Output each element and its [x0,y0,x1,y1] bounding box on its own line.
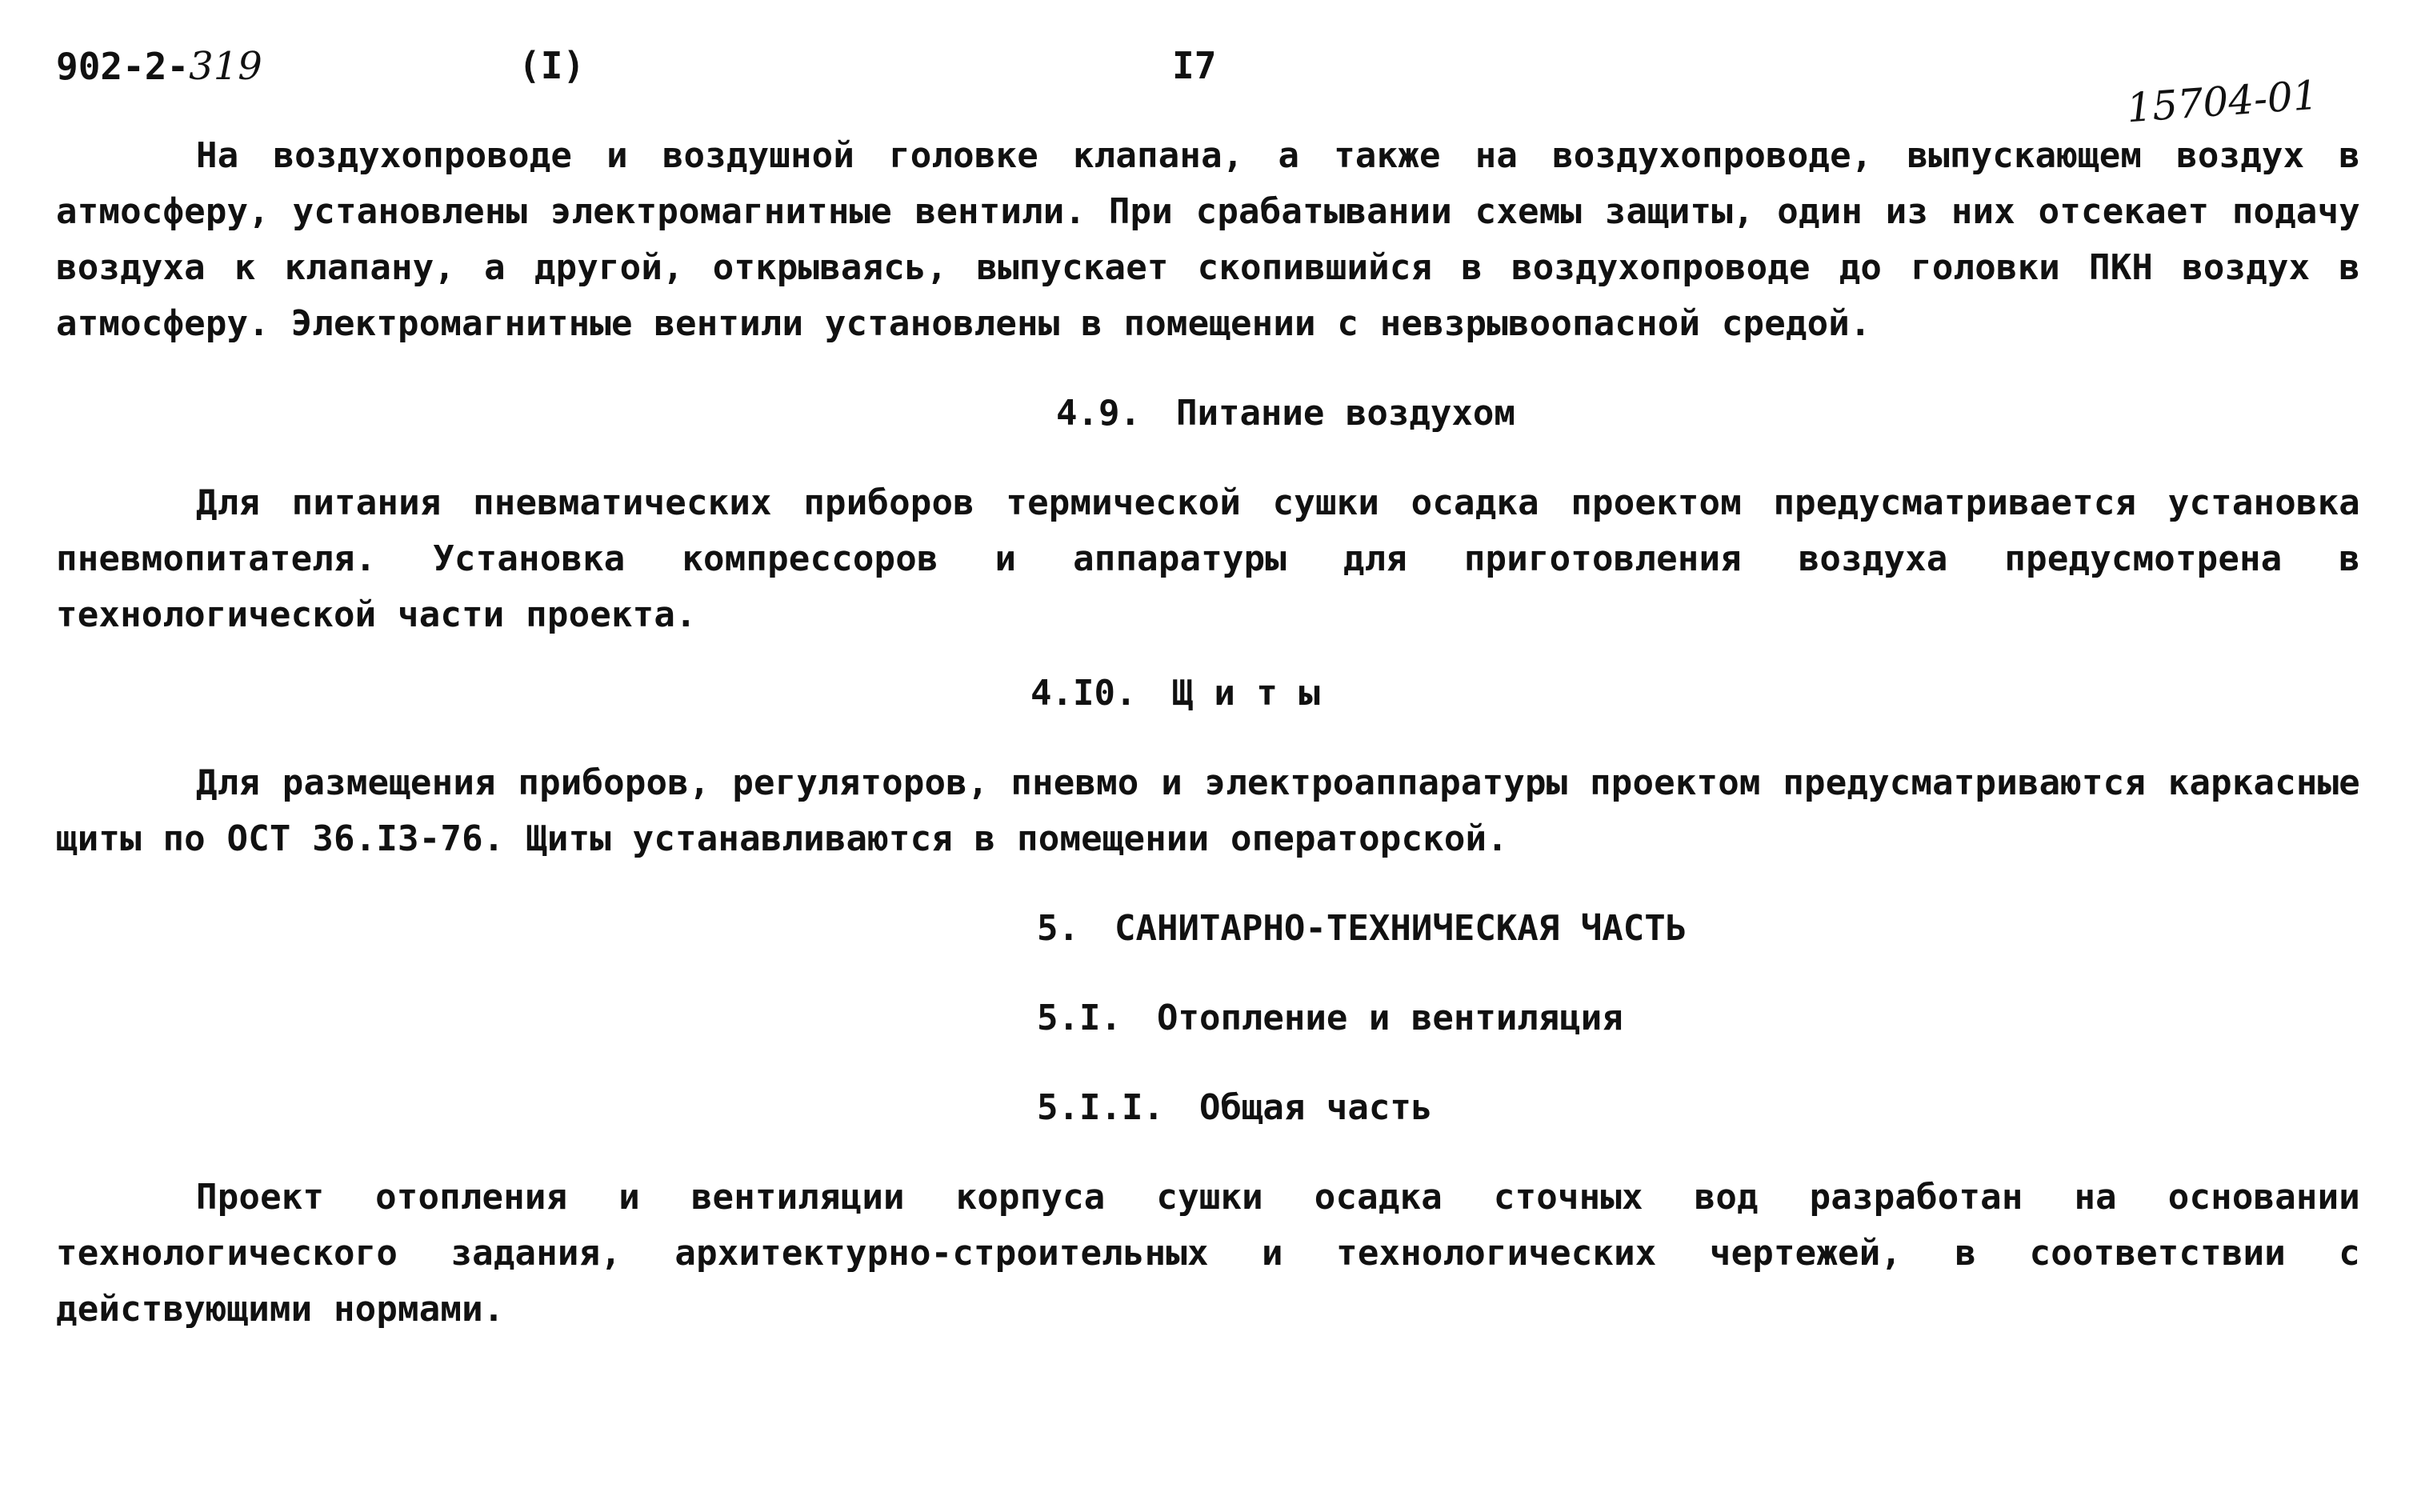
section-number: 5.I. [1037,998,1122,1038]
paragraph-valves: На воздухопроводе и воздушной головке клапана, а также на воздухопроводе, выпускающем воздух в атмосферу, установлены электромагнитные вентили. При срабатывании схемы защиты, один из них отсекает подачу воздуха к клапану, а другой, открываясь, выпускает скопившийся в воздухопроводе до головки ПКН воздух в атмосферу. Электромагнитные вентили установлены в помещении с невзрывоопасной средой. [56,135,2360,344]
page-number: I7 [1172,44,1217,87]
document-part: (I) [518,44,586,87]
section-title: Отопление и вентиляция [1156,998,1623,1038]
document-body [56,128,2360,1338]
section-number: 4.9. [1056,393,1141,434]
document-code-handwritten: 319 [189,44,262,89]
section-heading-5-1 [56,990,2360,1046]
section-heading-4-10 [56,666,2360,722]
section-number: 5. [1037,908,1079,949]
section-number: 5.I.I. [1037,1087,1164,1128]
section-heading-5 [56,901,2360,957]
section-title: САНИТАРНО-ТЕХНИЧЕСКАЯ ЧАСТЬ [1114,908,1687,949]
section-title: Щ и т ы [1171,673,1320,714]
paragraph-panels: Для размещения приборов, регуляторов, пневмо и электроаппаратуры проектом предусматриваются каркасные щиты по ОСТ 36.I3-76. Щиты устанавливаются в помещении операторской. [56,762,2360,859]
section-title: Общая часть [1198,1087,1433,1128]
handwritten-stamp: 15704-01 [2125,71,2320,132]
section-title: Питание воздухом [1175,393,1515,434]
section-heading-4-9 [56,386,2360,442]
paragraph-heating-project: Проект отопления и вентиляции корпуса сушки осадка сточных вод разработан на основании технологического задания, архитектурно-строительных и технологических чертежей, в соответствии с действующими нормами. [56,1177,2360,1330]
section-heading-5-1-1 [56,1080,2360,1136]
paragraph-air-supply: Для питания пневматических приборов термической сушки осадка проектом предусматривается установка пневмопитателя. Установка компрессоров и аппаратуры для приготовления воздуха предусмотрена в технологической части проекта. [56,482,2360,635]
section-number: 4.I0. [1030,673,1137,714]
document-code-prefix: 902-2- [56,45,190,88]
document-code [56,44,262,89]
